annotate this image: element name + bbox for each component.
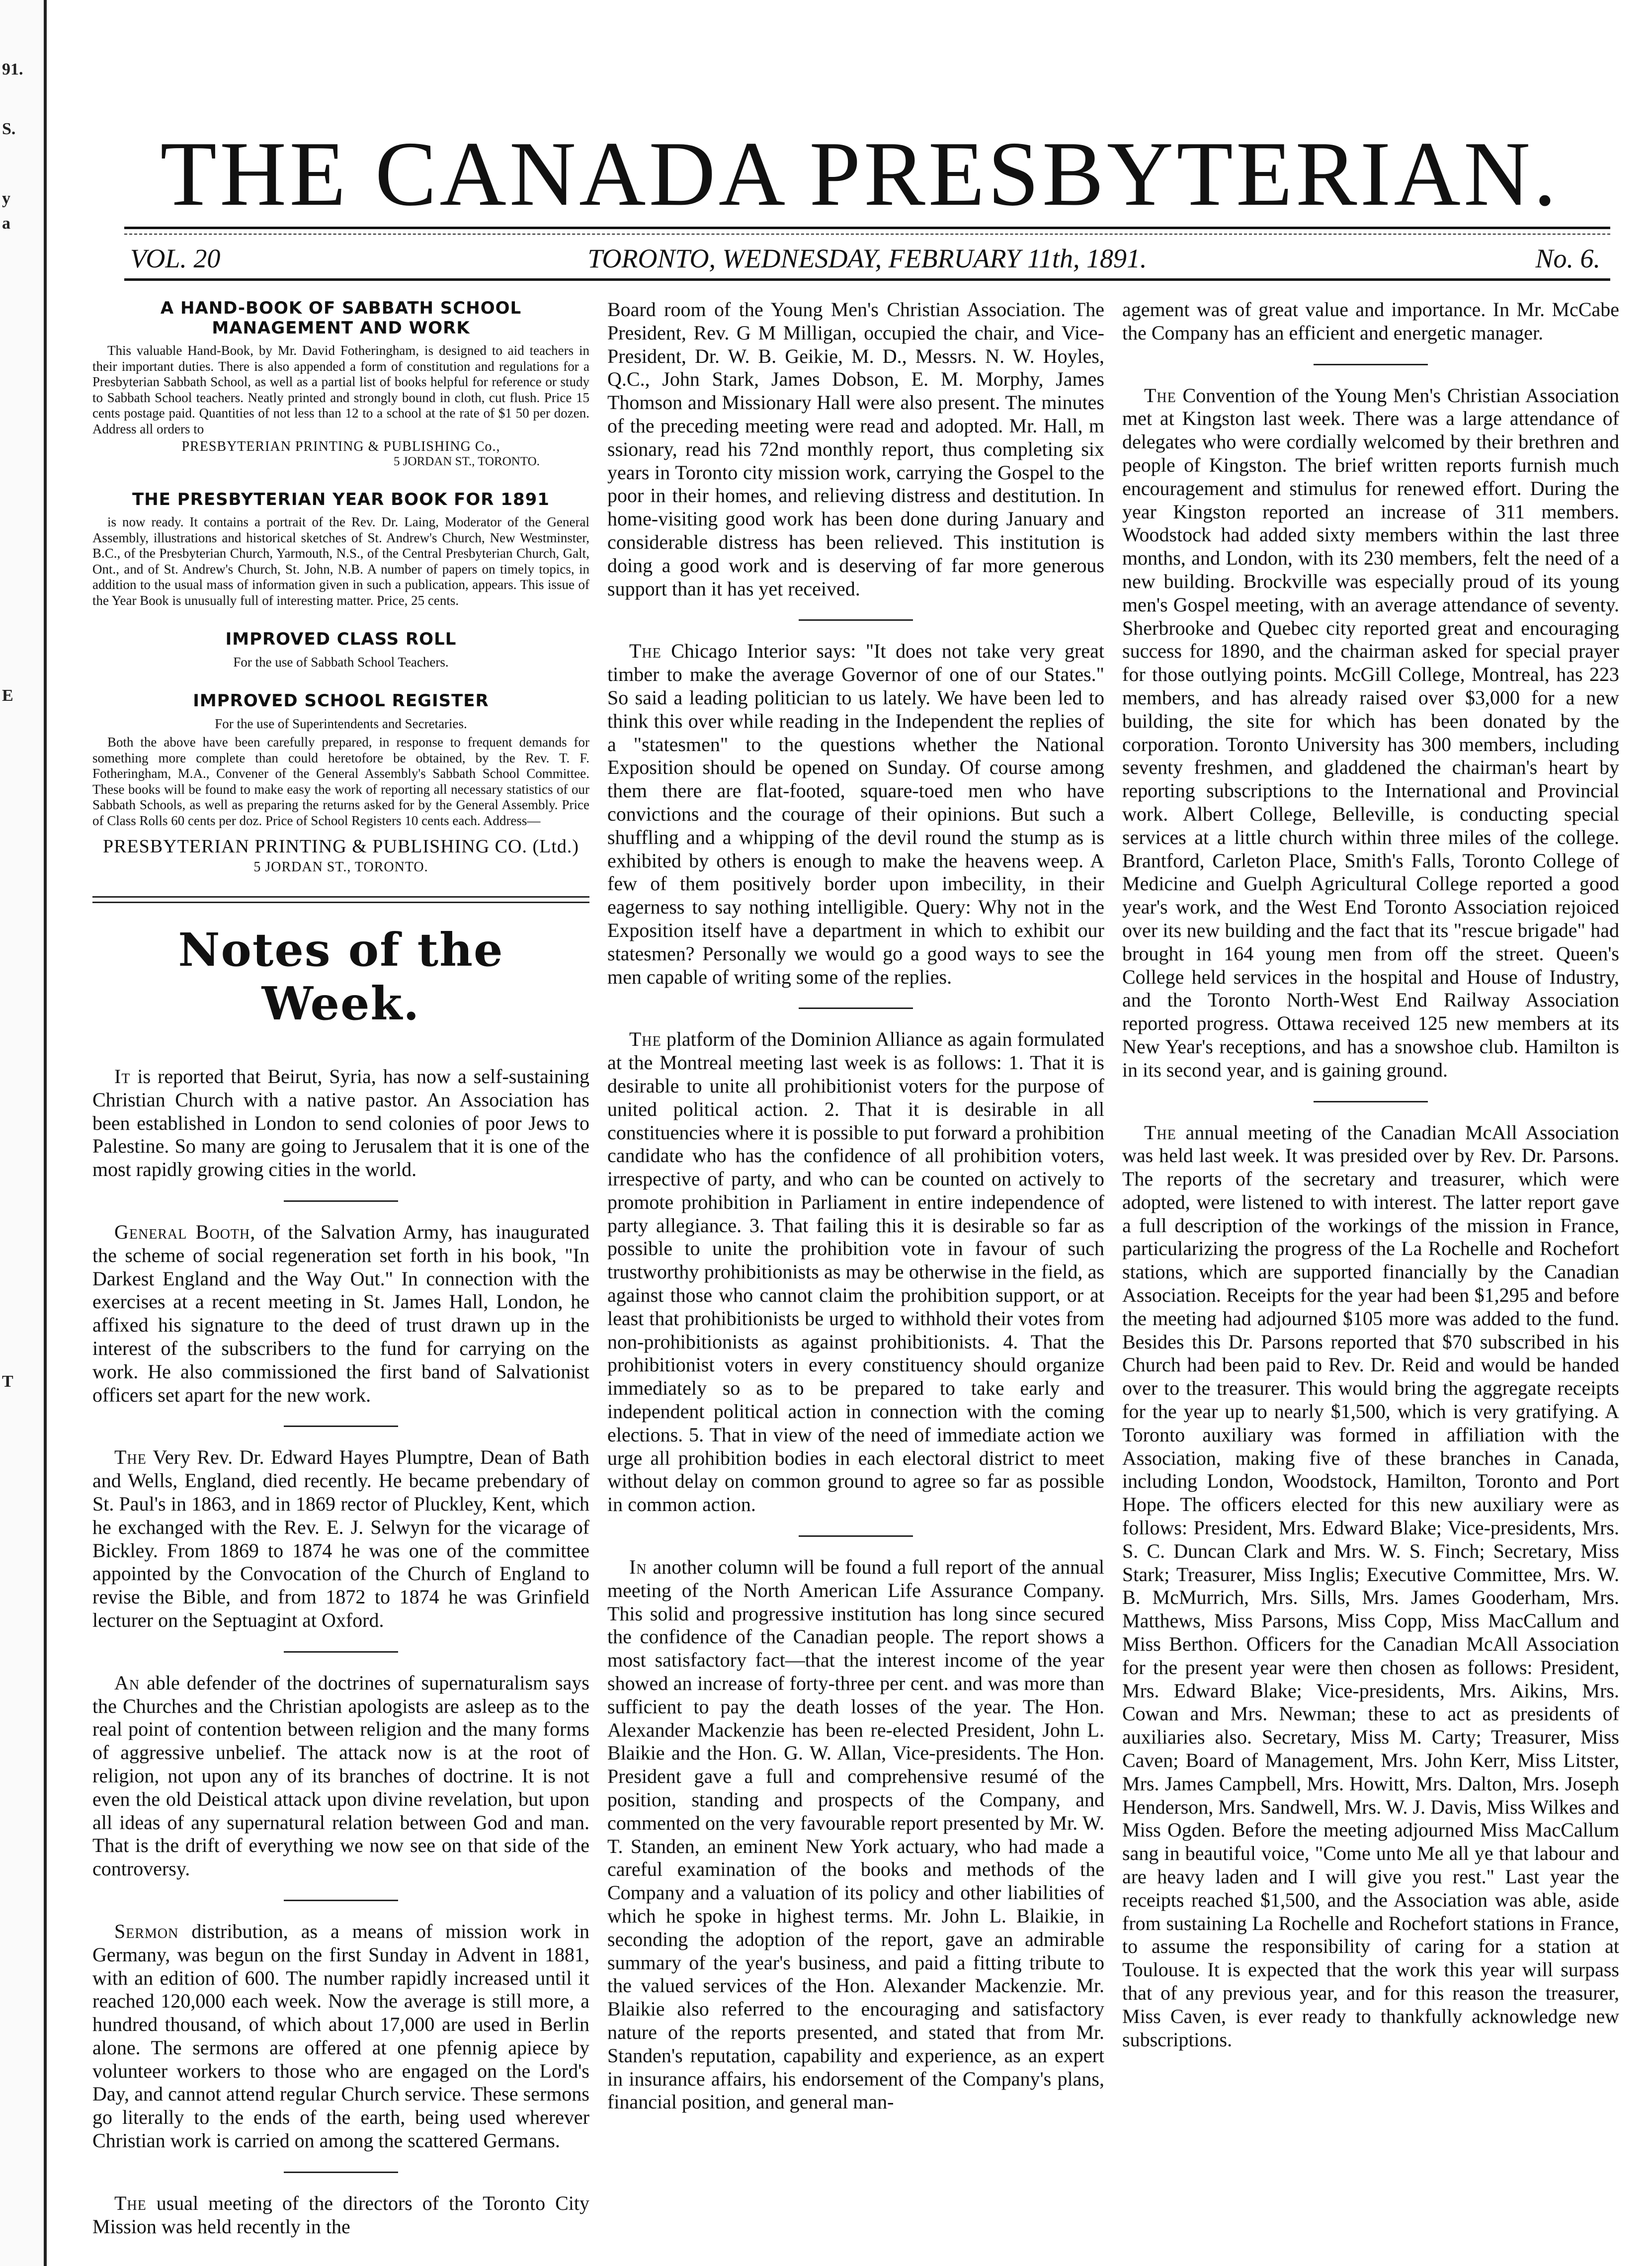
ad-body: This valuable Hand-Book, by Mr. David Fotheringham, is designed to aid teachers in their important duties. There is also appended a form of constitution and regulations for a Presbyterian Sabbath School, as well as a partial list of books helpful for reference or study to Sabbath School teachers. Neatly printed and strongly bound in cloth, cut flush. Price 15 cents postage paid. Quantities of not less than 12 to a school at the rate of $1 50 per dozen. Address all orders to bbox=[92, 343, 589, 436]
article-paragraph: The annual meeting of the Canadian McAll Association was held last week. It was presided over by Rev. Dr. Parsons. The reports of the secretary and treasurer, which were adopted, were listened to with interest. The latter report gave a full description of the workings of the mission in France, particularizing the progress of the La Rochelle and Rochefort stations, which are supported financially by the Canadian Association. Receipts for the year had been $1,295 and before the meeting had adjourned $105 more was added to the fund. Besides this Dr. Parsons reported that $70 subscribed in his Church had been paid to Rev. Dr. Reid and would be handed over to the treasurer. This would bring the aggregate receipts for the year up to nearly $1,500, which is very gratifying. A Toronto auxiliary was formed in affiliation with the Association, making five of these branches in Canada, including London, Woodstock, Hamilton, Toronto and Port Hope. The officers elected for this new auxiliary were as follows: President, Mrs. Edward Blake; Vice-presidents, Mrs. S. C. Duncan Clark and Mrs. W. S. Finch; Secretary, Miss Stark; Treasurer, Miss Inglis; Executive Committee, Mrs. W. B. McMurrich, Mrs. Sills, Mrs. James Gooderham, Mrs. Matthews, Miss Parsons, Miss Copp, Miss MacCallum and Miss Berthon. Officers for the Canadian McAll Association for the present year were then chosen as follows: President, Mrs. Edward Blake; Vice-presidents, Mrs. Aikins, Mrs. Cowan and Mrs. Newman; these to act as presidents of auxiliaries also. Secretary, Miss M. Carty; Treasurer, Miss Caven; Board of Management, Mrs. John Kerr, Miss Litster, Mrs. James Campbell, Mrs. Howitt, Mrs. Dalton, Mrs. Joseph Henderson, Mrs. Sandwell, Mrs. W. J. Davis, Miss Wilkes and Miss Ogden. Before the meeting adjourned Miss MacCallum sang in beautiful voice, "Come unto Me all ye that labour and are heavy laden and I will give you rest." Last year the receipts reached $1,500, and the Association was able, aside from sustaining La Rochelle and Rochefort stations in France, to assume the responsibility of caring for a station at Toulouse. It is expected that the work this year will surpass that of any previous year, and for this reason the treasurer, Miss Caven, is ever ready to thankfully acknowledge new subscriptions. bbox=[1122, 1121, 1619, 2051]
ad-school-register bbox=[92, 691, 589, 875]
ad-heading: THE PRESBYTERIAN YEAR BOOK FOR 1891 bbox=[132, 490, 550, 509]
ad-handbook bbox=[92, 298, 589, 469]
margin-fragment: y bbox=[2, 189, 10, 208]
article-paragraph: The Convention of the Young Men's Christian Association met at Kingston last week. There was a large attendance of delegates who were cordially welcomed by their brethren and people of Kingston. The brief written reports furnish much encouragement and stimulus for renewed effort. During the year Kingston reported an increase of 311 members. Woodstock had added sixty members within the last three months, and London, with its 230 members, felt the need of a new building. Brockville was especially proud of its young men's Gospel meeting, with an average attendance of seventy. Sherbrooke and Quebec city reported great and encouraging success for 1890, and the chairman asked for special prayer for those outlying points. McGill College, Montreal, has 223 members, and has already raised over $3,000 for a new building, the site for which has been donated by the corporation. Toronto University has 300 members, including seventy freshmen, and gladdened the chairman's heart by reporting subscriptions to the International and Provincial work. Albert College, Belleville, is conducting special services at a little church within three miles of the college. Brantford, Carleton Place, Smith's Falls, Toronto College of Medicine and Guelph Agricultural College reported a good year's work, and the West End Toronto Association rejoiced over its new building and the fact that its "rescue brigade" had brought in 164 young men from off the street. Queen's College held services in the hospital and House of Industry, and the Toronto North-West End Railway Association reported progress. Ottawa received 125 new members at its New Year's receptions, and has a snowshoe club. Hamilton is in its second year, and is gaining ground. bbox=[1122, 384, 1619, 1081]
ad-subheading: For the use of Sabbath School Teachers. bbox=[233, 655, 449, 670]
column-2 bbox=[607, 298, 1104, 2114]
masthead-title: THE CANADA PRESBYTERIAN. bbox=[160, 123, 1560, 225]
dateline bbox=[124, 244, 1610, 273]
dateline-rule bbox=[124, 278, 1610, 281]
ad-class-roll bbox=[92, 629, 589, 670]
dateline-number: No. 6. bbox=[1535, 244, 1600, 273]
masthead-rule-thin bbox=[124, 234, 1610, 235]
ad-yearbook bbox=[92, 490, 589, 608]
ad-heading: IMPROVED SCHOOL REGISTER bbox=[193, 691, 489, 711]
ad-publisher: PRESBYTERIAN PRINTING & PUBLISHING CO. (Ltd.) bbox=[102, 836, 579, 857]
column-3 bbox=[1122, 298, 1619, 2051]
section-divider bbox=[92, 896, 589, 903]
article-paragraph: Board room of the Young Men's Christian Association. The President, Rev. G M Milligan, occupied the chair, and Vice-President, Dr. W. B. Geikie, M. D., Messrs. N. W. Hoyles, Q.C., John Stark, James Dobson, E. M. Morphy, James Thomson and Missionary Hall were also present. The minutes of the preceding meeting were read and adopted. Mr. Hall, m ssionary, read his 72nd monthly report, thus completing six years in Toronto city mission work, carrying the Gospel to the poor in their homes, and relieving distress and destitution. In home-visiting good work has been done during January and considerable distress has been relieved. This institution is doing a good work and is deserving of far more generous support than it has yet received. bbox=[607, 298, 1104, 600]
margin-fragment: S. bbox=[2, 120, 16, 138]
margin-fragment: 91. bbox=[2, 60, 23, 79]
article-separator bbox=[284, 1900, 398, 1901]
article-paragraph: The platform of the Dominion Alliance as again formulated at the Montreal meeting last week is as follows: 1. That it is desirable to unite all prohibitionist voters for the purpose of united political action. 2. That it is desirable in all constituencies where it is possible to put forward a prohibition candidate who has the confidence of all prohibition voters, irrespective of party, and who can be counted on actively to promote prohibition in Parliament in entire independence of party allegiance. 3. That failing this it is desirable so far as possible to unite the prohibition vote in favour of such trustworthy prohibitionists as may be otherwise in the field, as against those who cannot claim the prohibition support, or at least that prohibitionists be urged to withhold their votes from non-prohibitionists as against prohibitionists. 4. That the prohibitionist voters in every constituency should organize immediately so as to be prepared to take early and independent political action in connection with the coming elections. 5. That in view of the need of immediate action we urge all prohibition bodies in each electoral district to meet without delay on common ground to agree so far as possible in common action. bbox=[607, 1028, 1104, 1516]
article-separator bbox=[799, 1007, 913, 1009]
ad-publisher: PRESBYTERIAN PRINTING & PUBLISHING Co., bbox=[181, 439, 500, 454]
article-paragraph: An able defender of the doctrines of supernaturalism says the Churches and the Christian apologists are asleep as to the real point of contention between religion and the many forms of aggressive unbelief. The attack now is at the root of religion, not upon any of its branches of doctrine. It is not even the old Deistical attack upon divine revelation, but upon all ideas of any supernatural relation between God and man. That is the drift of everything we now see on that side of the controversy. bbox=[92, 1671, 589, 1880]
article-paragraph: In another column will be found a full report of the annual meeting of the North American Life Assurance Company. This solid and progressive institution has long since secured the confidence of the Canadian people. The report shows a most satisfactory fact—that the interest income of the year showed an increase of forty-three per cent. and was more than sufficient to pay the death losses of the year. The Hon. Alexander Mackenzie has been re-elected President, John L. Blaikie and the Hon. G. W. Allan, Vice-presidents. The Hon. President gave a full and comprehensive resumé of the position, standing and prospects of the Company, and commented on the very favourable report presented by Mr. W. T. Standen, an eminent New York actuary, who had made a careful examination of the books and methods of the Company and a valuation of its policy and other liabilities of which he spoke in highest terms. Mr. John L. Blaikie, in seconding the adoption of the report, gave an admirable summary of the year's business, and paid a fitting tribute to the valued services of the Hon. Alexander Mackenzie. Mr. Blaikie also referred to the encouraging and satisfactory nature of the reports presented, and stated that from Mr. Standen's reputation, capability and experience, as an expert in insurance affairs, his endorsement of the Company's plans, financial position, and general man- bbox=[607, 1556, 1104, 2113]
ad-address: 5 JORDAN ST., TORONTO. bbox=[253, 859, 428, 875]
article-paragraph: agement was of great value and importance. In Mr. McCabe the Company has an efficient and energetic manager. bbox=[1122, 298, 1619, 344]
column-1 bbox=[92, 298, 589, 2238]
article-separator bbox=[799, 619, 913, 621]
article-paragraph: The Very Rev. Dr. Edward Hayes Plumptre, Dean of Bath and Wells, England, died recently. He became prebendary of St. Paul's in 1863, and in 1869 rector of Pluckley, Kent, which he exchanged with the Rev. E. J. Selwyn for the vicarage of Bickley. From 1869 to 1874 he was one of the committee appointed by the Convocation of the Church of England to revise the Bible, and from 1872 to 1874 he was Grinfield lecturer on the Septuagint at Oxford. bbox=[92, 1446, 589, 1631]
margin-fragment: T bbox=[2, 1372, 13, 1391]
article-paragraph: The Chicago Interior says: "It does not take very great timber to make the average Governor of one of our States." So said a leading politician to us lately. We have been led to think this over while reading in the Independent the replies of a "statesmen" to the questions whether the National Exposition should be opened on Sunday. Of course among them there are flat-footed, square-toed men who have convictions and the courage of their opinions. But such a shuffling and a whipping of the devil round the stump as is exhibited by others is enough to make the heavens weep. A few of them positively border upon imbecility, in their eagerness to say nothing intelligible. Query: Why not in the Exposition itself have a department in which to exhibit our statesmen? Personally we would go a good ways to see the men capable of writing some of the replies. bbox=[607, 640, 1104, 988]
article-paragraph: Sermon distribution, as a means of mission work in Germany, was begun on the first Sunday in Advent in 1881, with an edition of 600. The number rapidly increased until it reached 120,000 each week. Now the average is still more, a hundred thousand, of which about 17,000 are used in Berlin alone. The sermons are offered at one pfennig apiece by volunteer workers to those who are engaged on the Lord's Day, and cannot attend regular Church service. These sermons go literally to the ends of the earth, being used wherever Christian work is carried on among the scattered Germans. bbox=[92, 1920, 589, 2152]
binding-strip bbox=[0, 0, 47, 2266]
ad-body: Both the above have been carefully prepared, in response to frequent demands for something more complete than could heretofore be obtained, by the Rev. T. F. Fotheringham, M.A., Convener of the General Assembly's Sabbath School Committee. These books will be found to make easy the work of reporting all necessary statistics of our Sabbath Schools, as well as preparing the returns asked for by the General Assembly. Price of Class Rolls 60 cents per doz. Price of School Registers 10 cents each. Address— bbox=[92, 735, 589, 828]
article-separator bbox=[799, 1535, 913, 1537]
ad-address: 5 JORDAN ST., TORONTO. bbox=[393, 455, 540, 468]
article-paragraph: It is reported that Beirut, Syria, has now a self-sustaining Christian Church with a native pastor. An Association has been established in London to send colonies of poor Jews to Palestine. So many are going to Jerusalem that it is one of the most rapidly growing cities in the world. bbox=[92, 1065, 589, 1181]
ad-body: is now ready. It contains a portrait of the Rev. Dr. Laing, Moderator of the General Assembly, illustrations and historical sketches of St. Andrew's Church, New Westminster, B.C., of the Presbyterian Church, Yarmouth, N.S., of the Central Presbyterian Church, Galt, Ont., and of St. Andrew's Church, St. John, N.B. A number of papers on timely topics, in addition to the usual mass of information given in such a publication, appears. This issue of the Year Book is unusually full of interesting matter. Price, 25 cents. bbox=[92, 514, 589, 608]
dateline-place-date: TORONTO, WEDNESDAY, FEBRUARY 11th, 1891. bbox=[587, 244, 1147, 273]
article-separator bbox=[284, 2172, 398, 2173]
ad-heading: A HAND-BOOK OF SABBATH SCHOOL MANAGEMENT AND WORK bbox=[160, 298, 522, 338]
ad-heading: IMPROVED CLASS ROLL bbox=[225, 629, 457, 649]
masthead-rule bbox=[124, 227, 1610, 229]
article-separator bbox=[1314, 364, 1428, 365]
article-separator bbox=[1314, 1101, 1428, 1102]
article-paragraph: The usual meeting of the directors of the Toronto City Mission was held recently in the bbox=[92, 2191, 589, 2238]
margin-fragment: E bbox=[2, 686, 13, 705]
article-separator bbox=[284, 1651, 398, 1653]
article-separator bbox=[284, 1200, 398, 1202]
margin-fragment: a bbox=[2, 214, 10, 233]
ad-subheading: For the use of Superintendents and Secretaries. bbox=[215, 716, 467, 731]
section-heading: Notes of the Week. bbox=[178, 923, 504, 1030]
article-paragraph: General Booth, of the Salvation Army, has inaugurated the scheme of social regeneration set forth in his book, "In Darkest England and the Way Out." In connection with the exercises at a recent meeting in St. James Hall, London, he affixed his signature to the deed of trust drawn up in the interest of the subscribers to the fund for carrying on the work. He also commissioned the first band of Salvationist officers set apart for the new work. bbox=[92, 1220, 589, 1406]
article-separator bbox=[284, 1426, 398, 1427]
dateline-volume: VOL. 20 bbox=[130, 244, 221, 273]
